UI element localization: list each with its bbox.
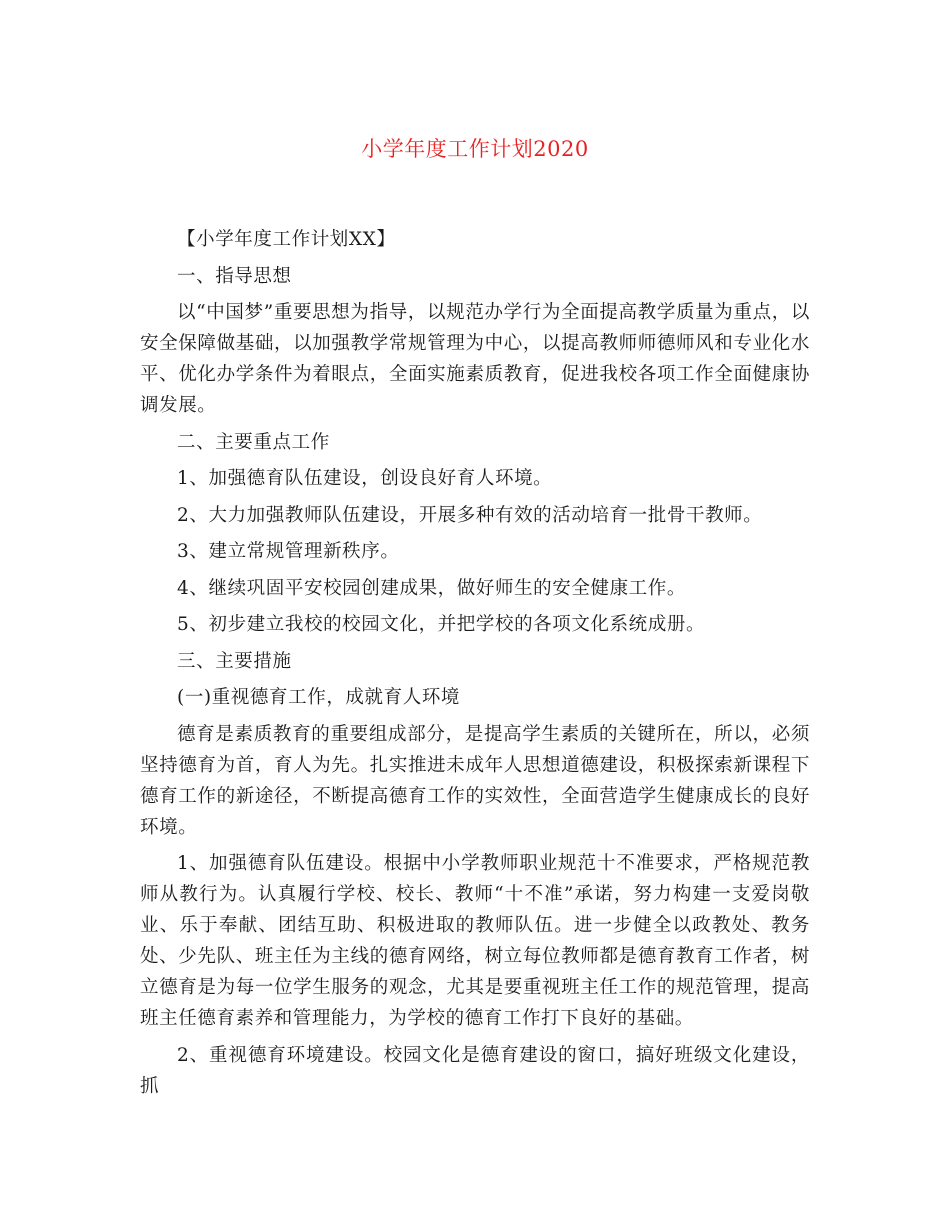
list-item-key-work-2: 2、大力加强教师队伍建设，开展多种有效的活动培育一批骨干教师。 bbox=[177, 504, 763, 526]
list-item-key-work-1: 1、加强德育队伍建设，创设良好育人环境。 bbox=[177, 468, 553, 489]
paragraph-moral-education: 德育是素质教育的重要组成部分，是提高学生素质的关键所在，所以，必须坚持德育为首，育人为先。扎实推进未成年人思想道德建设，积极探索新课程下德育工作的新途径，不断提高德育工作的实效性，全面营造学生健康成长的良好环境。 bbox=[140, 723, 810, 838]
subsection-heading-moral-education: (一)重视德育工作，成就育人环境 bbox=[177, 687, 461, 708]
list-item-key-work-3: 3、建立常规管理新秩序。 bbox=[177, 541, 400, 562]
list-item-key-work-4: 4、继续巩固平安校园创建成果，做好师生的安全健康工作。 bbox=[177, 577, 686, 599]
section-heading-measures: 三、主要措施 bbox=[177, 650, 292, 672]
paragraph-team-building: 1、加强德育队伍建设。根据中小学教师职业规范十不准要求，严格规范教师从教行为。认真履行学校、校长、教师“十不准”承诺，努力构建一支爱岗敬业、乐于奉献、团结互助、积极进取的教师队伍。进一步健全以政教处、教务处、少先队、班主任为主线的德育网络，树立每位教师都是德育教育工作者，树立德育是为每一位学生服务的观念，尤其是要重视班主任工作的规范管理，提高班主任德育素养和管理能力，为学校的德育工作打下良好的基础。 bbox=[140, 853, 810, 1029]
list-item-key-work-5: 5、初步建立我校的校园文化，并把学校的各项文化系统成册。 bbox=[177, 614, 706, 635]
section-heading-key-work: 二、主要重点工作 bbox=[177, 431, 330, 453]
paragraph-guiding-thought: 以“中国梦”重要思想为指导，以规范办学行为全面提高教学质量为重点，以安全保障做基础，以加强教学常规管理为中心，以提高教师师德师风和专业化水平、优化办学条件为着眼点，全面实施素质教育，促进我校各项工作全面健康协调发展。 bbox=[140, 302, 810, 416]
document-title: 小学年度工作计划2020 bbox=[361, 137, 589, 161]
document-body bbox=[140, 224, 810, 1107]
section-heading-guiding-thought: 一、指导思想 bbox=[177, 265, 292, 287]
paragraph-environment-building: 2、重视德育环境建设。校园文化是德育建设的窗口，搞好班级文化建设，抓 bbox=[140, 1044, 810, 1097]
paragraph-subtitle: 【小学年度工作计划XX】 bbox=[177, 229, 396, 250]
